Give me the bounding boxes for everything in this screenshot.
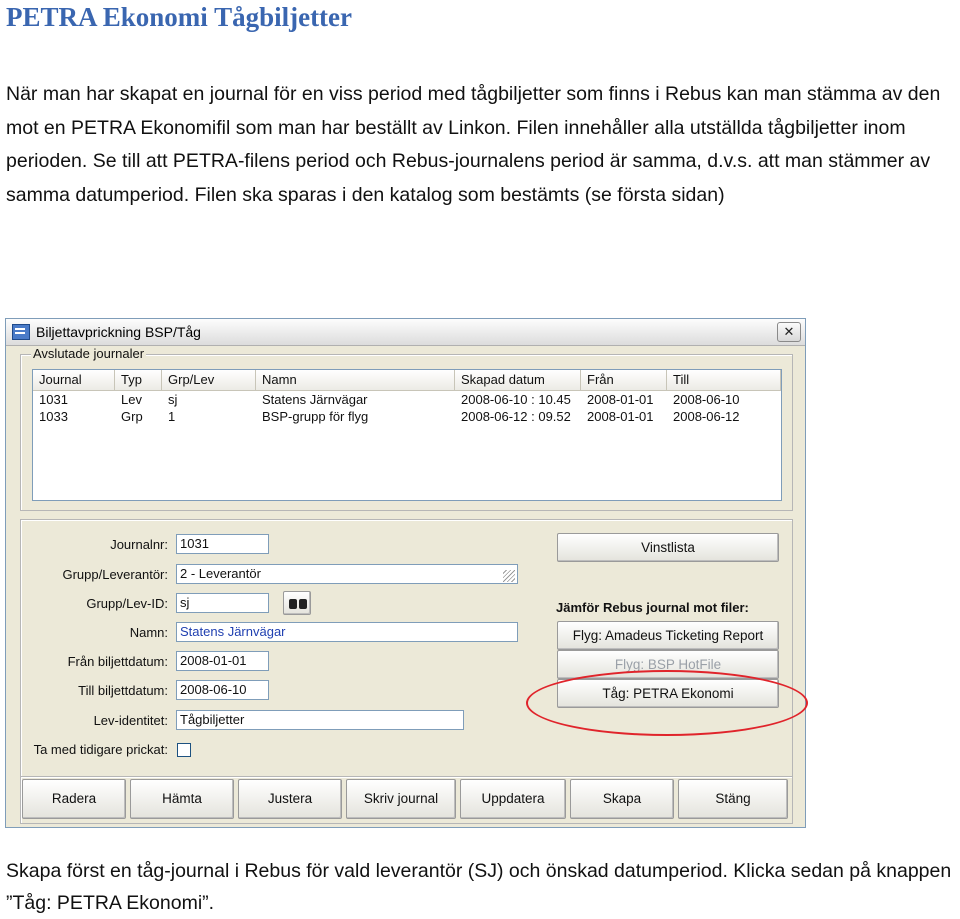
- cell-namn: Statens Järnvägar: [262, 392, 368, 407]
- to-date-label: Till biljettdatum:: [78, 683, 168, 698]
- cell-typ: Lev: [121, 392, 142, 407]
- cell-journal: 1033: [39, 409, 68, 424]
- flyg-bsp-button[interactable]: Flyg: BSP HotFile: [557, 650, 779, 679]
- column-header-typ[interactable]: Typ: [115, 370, 162, 390]
- cell-grp-lev: 1: [168, 409, 176, 424]
- table-row[interactable]: [33, 391, 781, 408]
- window-titlebar: [6, 319, 805, 346]
- supplier-select[interactable]: [176, 564, 518, 584]
- column-header-journal[interactable]: Journal: [33, 370, 115, 390]
- supplier-label: Grupp/Leverantör:: [62, 567, 168, 582]
- skapa-button[interactable]: Skapa: [570, 779, 674, 819]
- flyg-amadeus-button[interactable]: Flyg: Amadeus Ticketing Report: [557, 621, 779, 650]
- journalnr-label: Journalnr:: [110, 537, 168, 552]
- include-earlier-checkbox[interactable]: [177, 743, 191, 757]
- cell-skapad-datum: 2008-06-12 : 09.52: [461, 409, 571, 424]
- cell-skapad-datum: 2008-06-10 : 10.45: [461, 392, 571, 407]
- column-header-namn[interactable]: Namn: [256, 370, 455, 390]
- journals-group-label: Avslutade journaler: [33, 346, 145, 361]
- radera-button[interactable]: Radera: [22, 779, 126, 819]
- column-header-grp-lev[interactable]: Grp/Lev: [162, 370, 256, 390]
- hamta-button[interactable]: Hämta: [130, 779, 234, 819]
- highlight-annotation: [526, 670, 808, 736]
- include-earlier-label: Ta med tidigare prickat:: [33, 742, 168, 757]
- cell-typ: Grp: [121, 409, 143, 424]
- window-title: Biljettavprickning BSP/Tåg: [36, 324, 201, 340]
- vinstlista-button[interactable]: Vinstlista: [557, 533, 779, 562]
- to-date-field[interactable]: 2008-06-10: [176, 680, 269, 700]
- name-field[interactable]: Statens Järnvägar: [176, 622, 518, 642]
- skriv-journal-button[interactable]: Skriv journal: [346, 779, 456, 819]
- supplier-select-value: 2 - Leverantör: [180, 566, 261, 581]
- grpid-field[interactable]: sj: [176, 593, 269, 613]
- cell-grp-lev: sj: [168, 392, 178, 407]
- compare-title: Jämför Rebus journal mot filer:: [556, 600, 749, 615]
- cell-namn: BSP-grupp för flyg: [262, 409, 369, 424]
- close-button[interactable]: ✕: [777, 322, 801, 342]
- caption-paragraph: Skapa först en tåg-journal i Rebus för vald leverantör (SJ) och önskad datumperiod. Klicka sedan på knappen ”Tåg: PETRA Ekonomi”.: [6, 860, 952, 914]
- grpid-label: Grupp/Lev-ID:: [86, 596, 168, 611]
- document-title: PETRA Ekonomi Tågbiljetter: [6, 2, 353, 32]
- cell-till: 2008-06-12: [673, 409, 740, 424]
- table-row[interactable]: [33, 408, 781, 425]
- levid-field[interactable]: Tågbiljetter: [176, 710, 464, 730]
- column-header-till[interactable]: Till: [667, 370, 781, 390]
- cell-till: 2008-06-10: [673, 392, 740, 407]
- justera-button[interactable]: Justera: [238, 779, 342, 819]
- resize-grip-icon: [503, 570, 515, 582]
- uppdatera-button[interactable]: Uppdatera: [460, 779, 566, 819]
- tag-petra-button[interactable]: Tåg: PETRA Ekonomi: [557, 679, 779, 708]
- search-button[interactable]: [283, 591, 311, 615]
- intro-paragraph: När man har skapat en journal för en viss period med tågbiljetter som finns i Rebus kan man stämma av den mot en PETRA Ekonomifil som man har beställt av Linkon. Filen innehåller alla utställda tågbiljetter inom perioden. Se till att PETRA-filens period och Rebus-journalens period är samma, d.v.s. att man stämmer av samma datumperiod. Filen ska sparas i den katalog som bestämts (se första sidan): [6, 83, 941, 206]
- levid-label: Lev-identitet:: [93, 713, 168, 728]
- name-label: Namn:: [129, 625, 168, 640]
- journals-list-header: [33, 370, 781, 391]
- journalnr-field[interactable]: 1031: [176, 534, 269, 554]
- cell-fran: 2008-01-01: [587, 392, 654, 407]
- cell-journal: 1031: [39, 392, 68, 407]
- binoculars-icon: [289, 597, 307, 609]
- stang-button[interactable]: Stäng: [678, 779, 788, 819]
- journals-list[interactable]: [32, 369, 782, 501]
- from-date-label: Från biljettdatum:: [67, 654, 168, 669]
- app-icon: [12, 324, 30, 340]
- app-window: [5, 318, 806, 828]
- from-date-field[interactable]: 2008-01-01: [176, 651, 269, 671]
- column-header-fran[interactable]: Från: [581, 370, 667, 390]
- column-header-skapad-datum[interactable]: Skapad datum: [455, 370, 581, 390]
- cell-fran: 2008-01-01: [587, 409, 654, 424]
